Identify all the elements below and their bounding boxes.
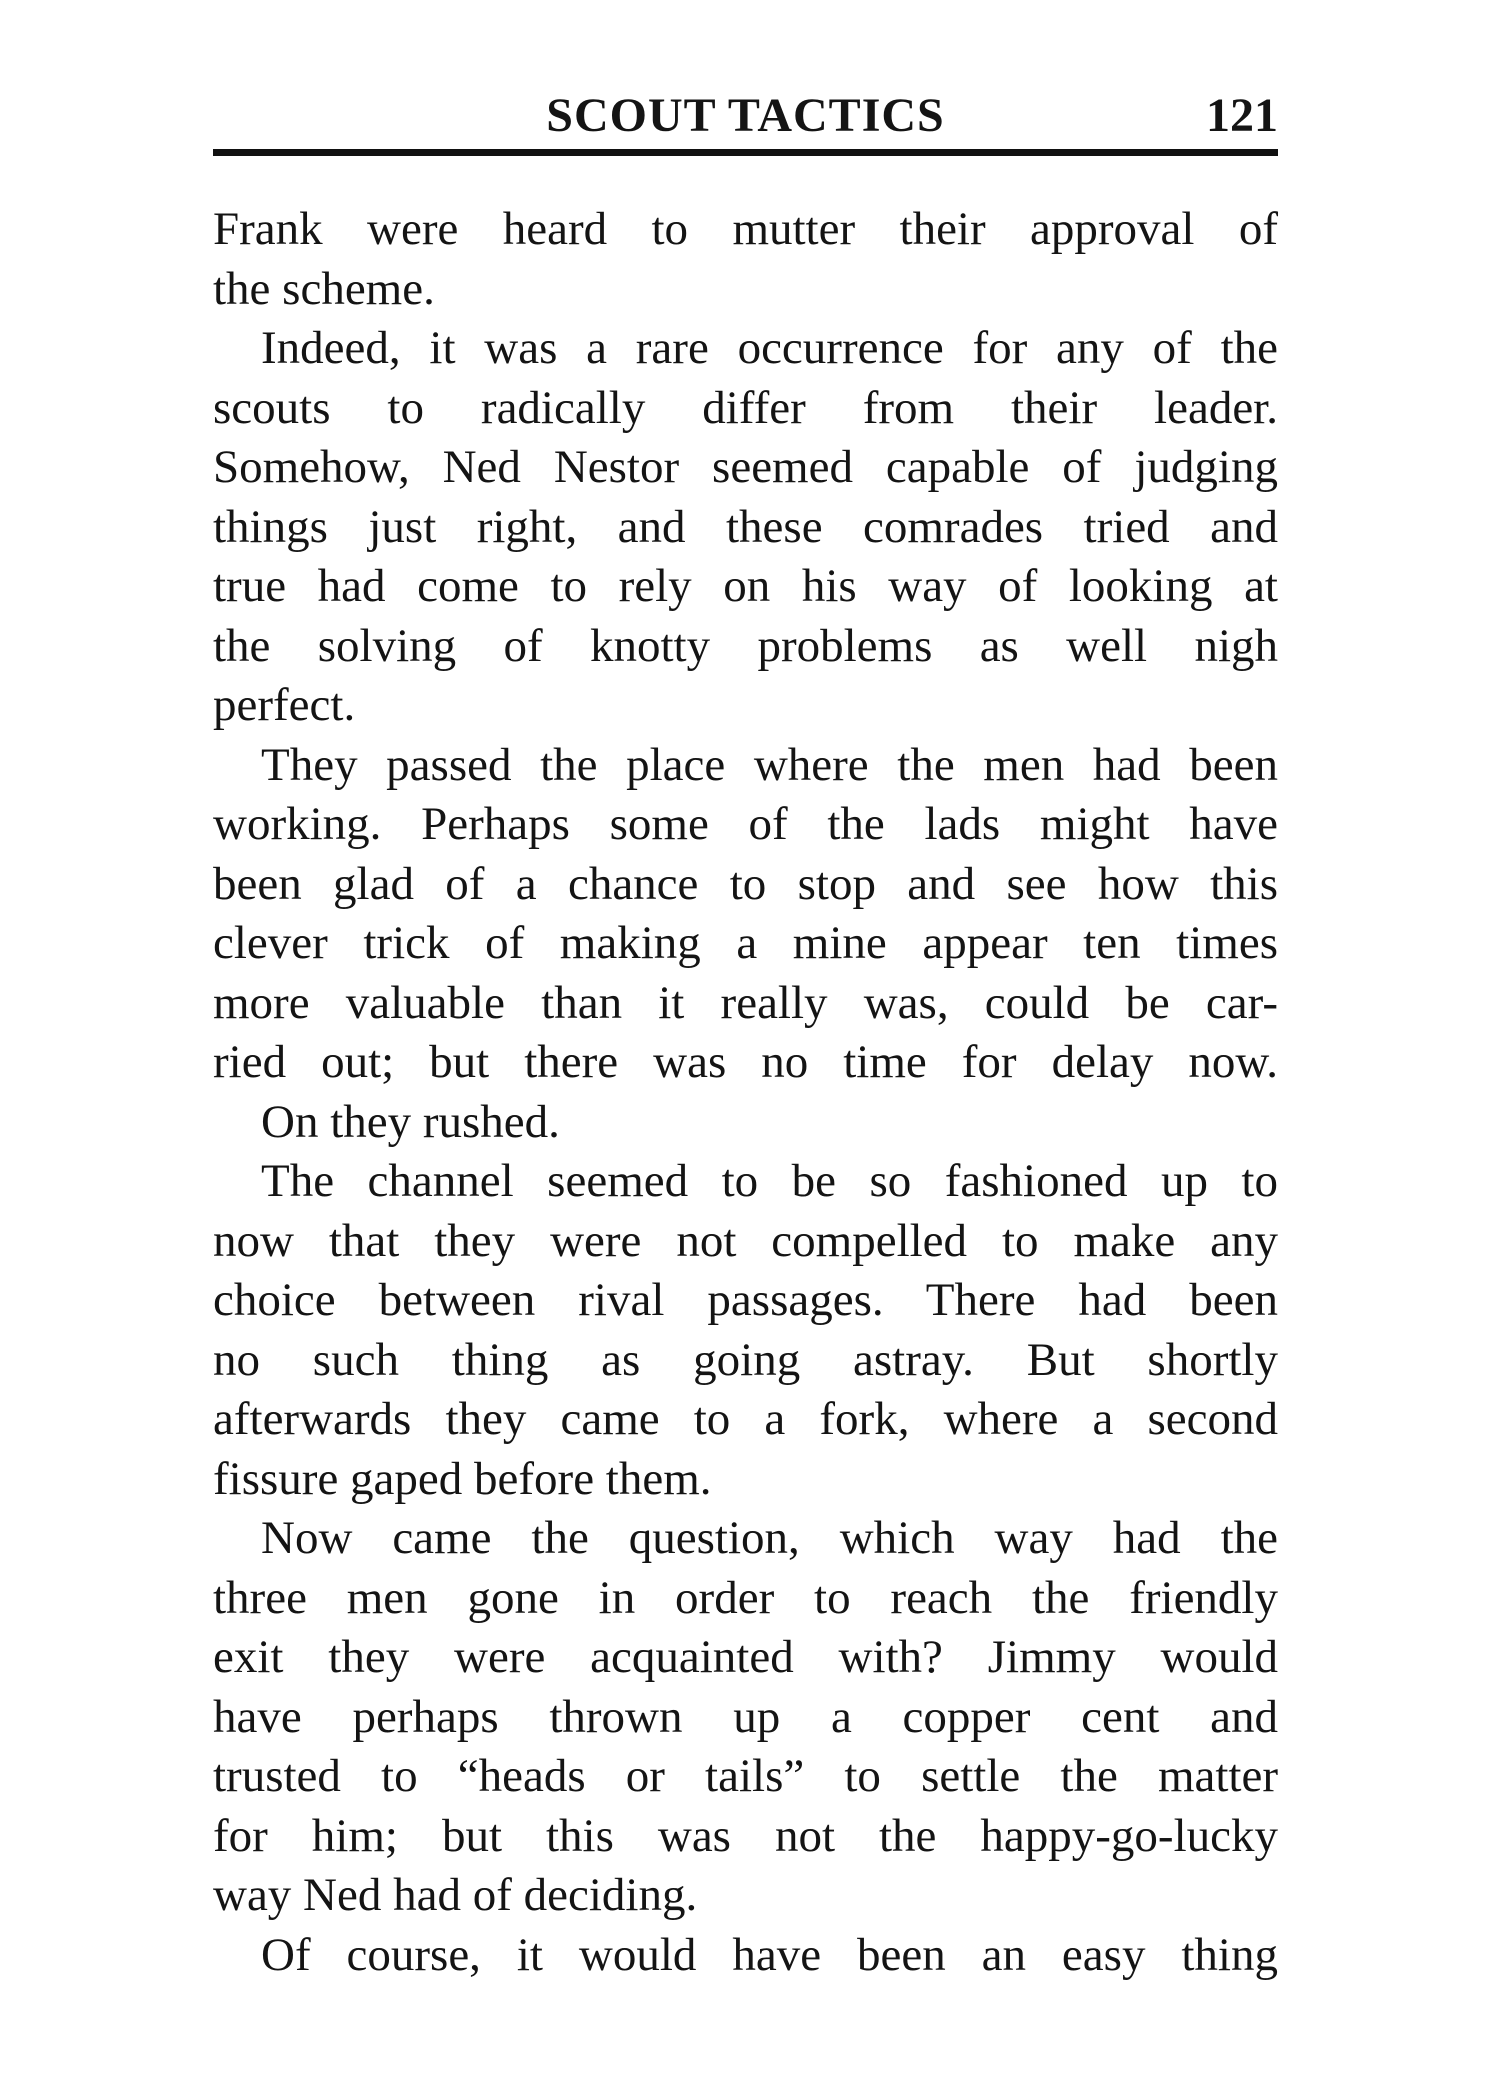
- text-line: fissure gaped before them.: [213, 1452, 712, 1505]
- text-line: Somehow, Ned Nestor seemed capable of judging: [213, 441, 1278, 493]
- text-line: have perhaps thrown up a copper cent and: [213, 1690, 1278, 1743]
- text-line: ried out; but there was no time for delay now.: [213, 1036, 1278, 1088]
- text-line: trusted to “heads or tails” to settle the matter: [213, 1750, 1278, 1802]
- text-line: perfect.: [213, 679, 356, 731]
- text-line: way Ned had of deciding.: [213, 1869, 698, 1921]
- text-line: been glad of a chance to stop and see how this: [213, 857, 1278, 910]
- text-line: the solving of knotty problems as well nigh: [213, 619, 1278, 672]
- text-line: Frank were heard to mutter their approval of: [213, 203, 1278, 255]
- text-line: no such thing as going astray. But shortly: [213, 1333, 1278, 1386]
- running-head: [213, 86, 1278, 146]
- text-line: now that they were not compelled to make any: [213, 1214, 1278, 1267]
- text-line: On they rushed.: [261, 1095, 560, 1148]
- text-line: things just right, and these comrades tried and: [213, 500, 1278, 553]
- text-line: The channel seemed to be so fashioned up to: [261, 1155, 1278, 1207]
- text-line: Of course, it would have been an easy thing: [261, 1928, 1278, 1981]
- header-rule: [213, 149, 1278, 156]
- text-line: working. Perhaps some of the lads might have: [213, 798, 1278, 850]
- text-line: three men gone in order to reach the friendly: [213, 1571, 1278, 1624]
- text-line: exit they were acquainted with? Jimmy would: [213, 1631, 1278, 1683]
- text-line: afterwards they came to a fork, where a second: [213, 1393, 1278, 1445]
- text-line: true had come to rely on his way of looking at: [213, 560, 1278, 612]
- text-line: scouts to radically differ from their leader.: [213, 381, 1278, 434]
- page-number: 121: [1206, 89, 1278, 142]
- text-line: They passed the place where the men had been: [261, 738, 1278, 791]
- running-title: SCOUT TACTICS: [546, 89, 945, 142]
- text-line: for him; but this was not the happy-go-lucky: [213, 1809, 1278, 1862]
- body-text: [213, 200, 1278, 1985]
- text-line: more valuable than it really was, could be car-: [213, 976, 1278, 1029]
- text-line: Indeed, it was a rare occurrence for any of the: [261, 322, 1278, 374]
- text-line: Now came the question, which way had the: [261, 1512, 1278, 1564]
- text-line: the scheme.: [213, 262, 435, 315]
- text-line: clever trick of making a mine appear ten times: [213, 917, 1278, 969]
- text-line: choice between rival passages. There had been: [213, 1274, 1278, 1326]
